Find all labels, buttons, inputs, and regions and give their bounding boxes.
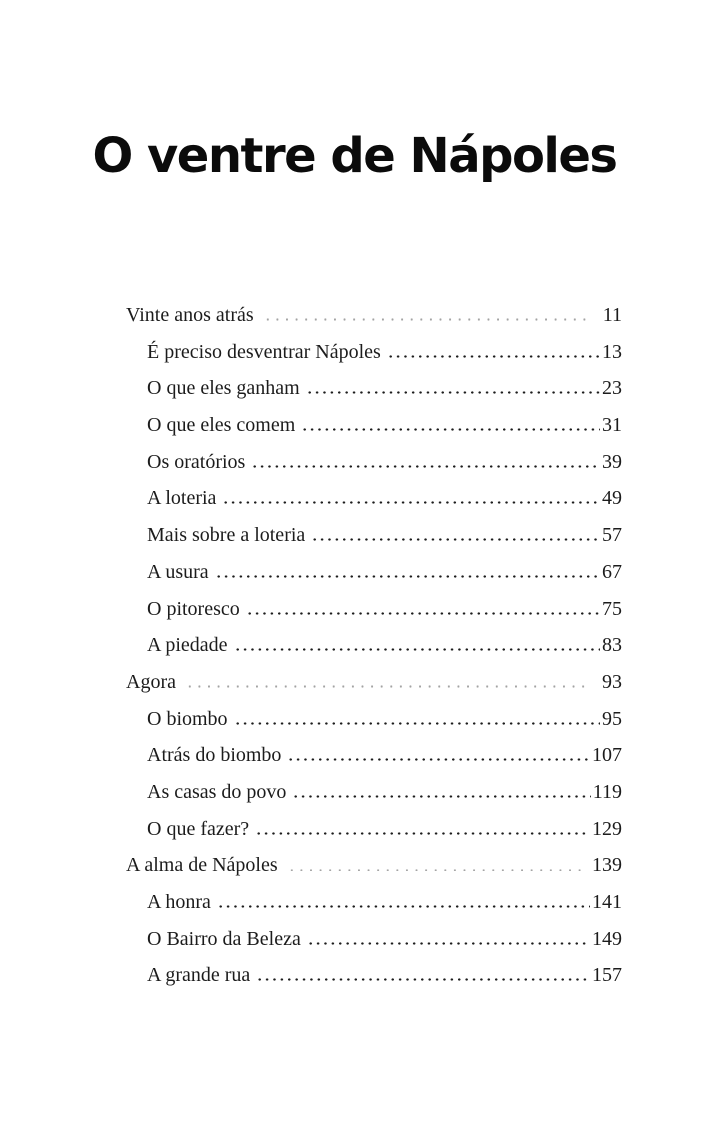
toc-entry-label: O que eles comem [147,414,296,437]
toc-entry-page: 57 [602,524,622,547]
toc-entry-label: O que eles ganham [147,377,300,400]
toc-entry-page: 13 [602,340,622,363]
toc-entry-page: 95 [602,707,622,730]
toc-entry[interactable] [126,817,622,854]
dot-leader [311,538,600,541]
toc-entry-label: É preciso desventrar Nápoles [147,340,381,363]
toc-entry[interactable] [126,927,622,964]
toc-entry[interactable] [126,413,622,450]
toc-entry-label: Vinte anos atrás [126,304,254,326]
dot-leader [215,575,600,578]
dot-leader [287,869,581,872]
dot-leader [387,355,600,358]
book-title: O ventre de Nápoles [92,128,617,184]
toc-entry[interactable] [126,303,622,340]
toc-entry-label: A usura [147,560,209,583]
toc-entry[interactable] [126,340,622,377]
dot-leader [234,722,600,725]
toc-entry[interactable] [126,853,622,890]
toc-entry[interactable] [126,523,622,560]
dot-leader [287,758,590,761]
dot-leader [256,978,590,981]
toc-entry[interactable] [126,376,622,413]
toc-entry-label: A piedade [147,634,228,657]
dot-leader [217,905,590,908]
dot-leader [292,795,590,798]
dot-leader [251,465,600,468]
toc-entry-page: 31 [602,414,622,437]
toc-entry[interactable] [126,890,622,927]
dot-leader [234,648,600,651]
toc-list [126,303,622,1000]
toc-entry-label: Mais sobre a loteria [147,524,306,547]
toc-entry-label: O pitoresco [147,597,240,620]
dot-leader [307,942,590,945]
toc-entry-label: A grande rua [147,964,251,987]
toc-entry-page: 107 [592,744,622,767]
toc-entry[interactable] [126,780,622,817]
toc-entry-label: O biombo [147,707,228,730]
toc-entry-label: O Bairro da Beleza [147,927,301,950]
toc-entry-page: 93 [602,670,622,693]
toc-entry-label: Atrás do biombo [147,744,282,767]
toc-entry[interactable] [126,963,622,1000]
toc-entry-page: 39 [602,450,622,473]
dot-leader [222,501,600,504]
toc-entry-label: A loteria [147,487,217,510]
toc-entry-page: 75 [602,597,622,620]
toc-entry-label: O que fazer? [147,817,250,840]
dot-leader [185,685,591,688]
toc-entry-page: 119 [592,780,622,803]
toc-entry-page: 149 [592,927,622,950]
toc-entry-page: 157 [592,964,622,987]
dot-leader [301,428,600,431]
toc-entry-page: 139 [592,854,622,877]
toc-entry-label: A alma de Nápoles [126,854,278,877]
toc-entry-page: 83 [602,634,622,657]
dot-leader [246,612,600,615]
toc-entry[interactable] [126,707,622,744]
toc-entry[interactable] [126,486,622,523]
toc-entry[interactable] [126,450,622,487]
toc-entry-page: 67 [602,560,622,583]
toc-entry[interactable] [126,743,622,780]
dot-leader [263,318,592,321]
toc-entry-page: 49 [602,487,622,510]
toc-entry-label: As casas do povo [147,780,287,803]
toc-entry[interactable] [126,633,622,670]
toc-entry-page: 129 [592,817,622,840]
toc-entry-label: Agora [126,670,176,693]
dot-leader [306,391,600,394]
dot-leader [255,832,590,835]
toc-entry-page: 11 [602,304,622,326]
toc-entry-label: A honra [147,891,211,913]
toc-entry[interactable] [126,597,622,634]
toc-entry-page: 141 [592,891,622,913]
toc-entry-label: Os oratórios [147,450,246,473]
toc-entry[interactable] [126,560,622,597]
toc-entry-page: 23 [602,377,622,400]
toc-entry[interactable] [126,670,622,707]
